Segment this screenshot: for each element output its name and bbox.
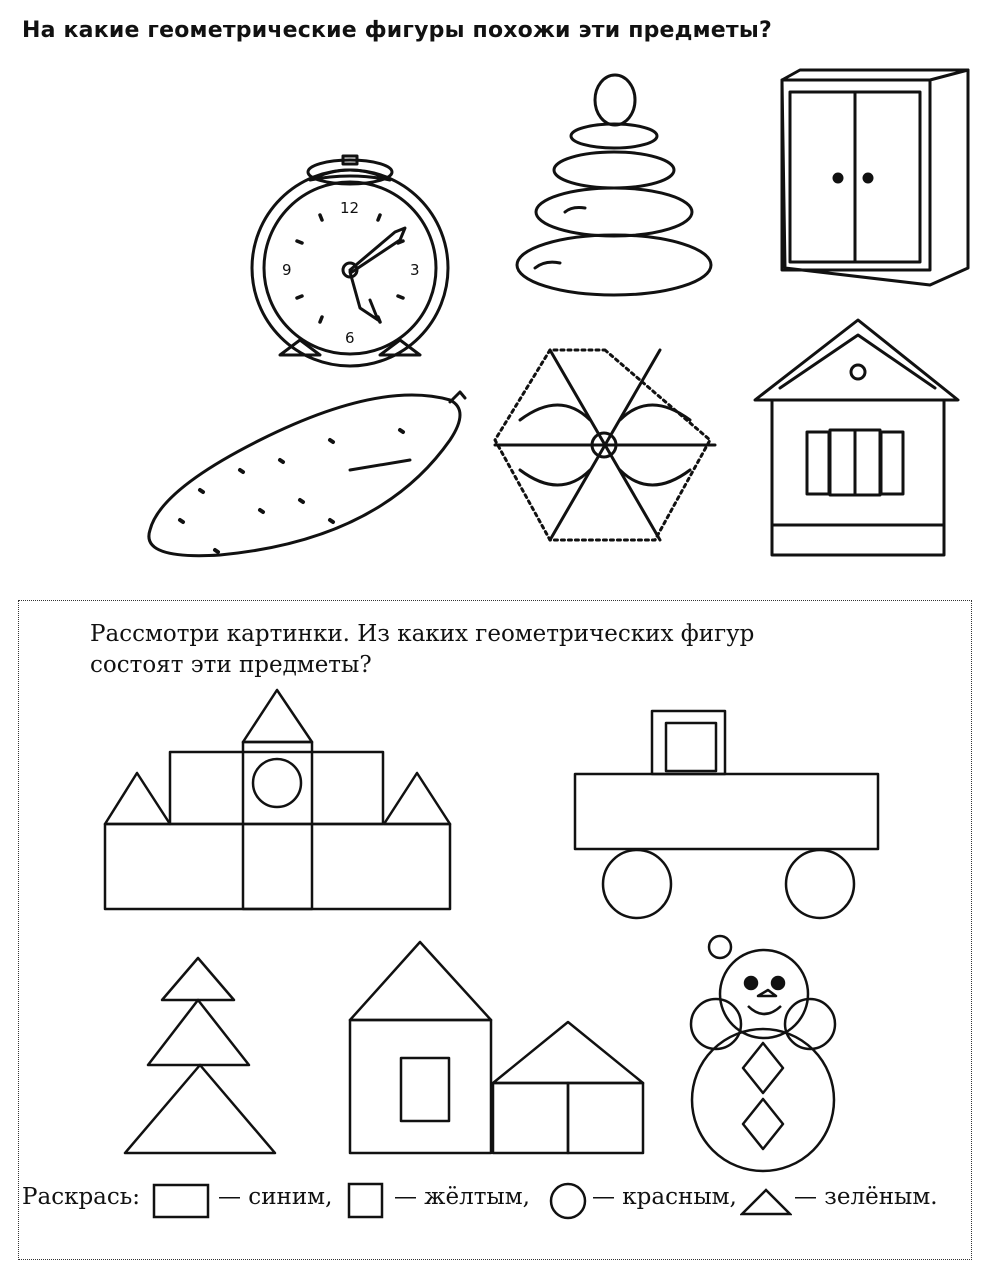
legend-prefix: Раскрась: — [22, 1184, 141, 1210]
rectangle-shape-icon — [152, 1183, 212, 1219]
square-shape-icon — [347, 1182, 385, 1220]
legend-rectangle-text: — синим, — [218, 1184, 333, 1210]
circle-shape-icon — [549, 1182, 587, 1220]
triangle-shape-icon — [740, 1186, 792, 1216]
coloring-legend — [22, 1180, 982, 1220]
clock-number-6: 6 — [345, 329, 355, 347]
clock-number-3: 3 — [410, 261, 420, 279]
fir-tree-figure — [125, 958, 275, 1153]
task2-line-1: Рассмотри картинки. Из каких геометрических фигур — [90, 621, 755, 647]
clock-number-9: 9 — [282, 261, 292, 279]
roly-poly-figure — [691, 936, 835, 1171]
castle-figure — [105, 690, 450, 909]
legend-triangle-text: — зелёным. — [794, 1184, 938, 1210]
legend-circle-text: — красным, — [592, 1184, 737, 1210]
legend-square-text: — жёлтым, — [394, 1184, 530, 1210]
task1-title: На какие геометрические фигуры похожи эти предметы? — [22, 18, 772, 43]
clock-number-12: 12 — [340, 199, 360, 217]
house-figure — [350, 942, 643, 1153]
truck-figure — [575, 711, 878, 918]
task2-line-2: состоят эти предметы? — [90, 652, 372, 678]
